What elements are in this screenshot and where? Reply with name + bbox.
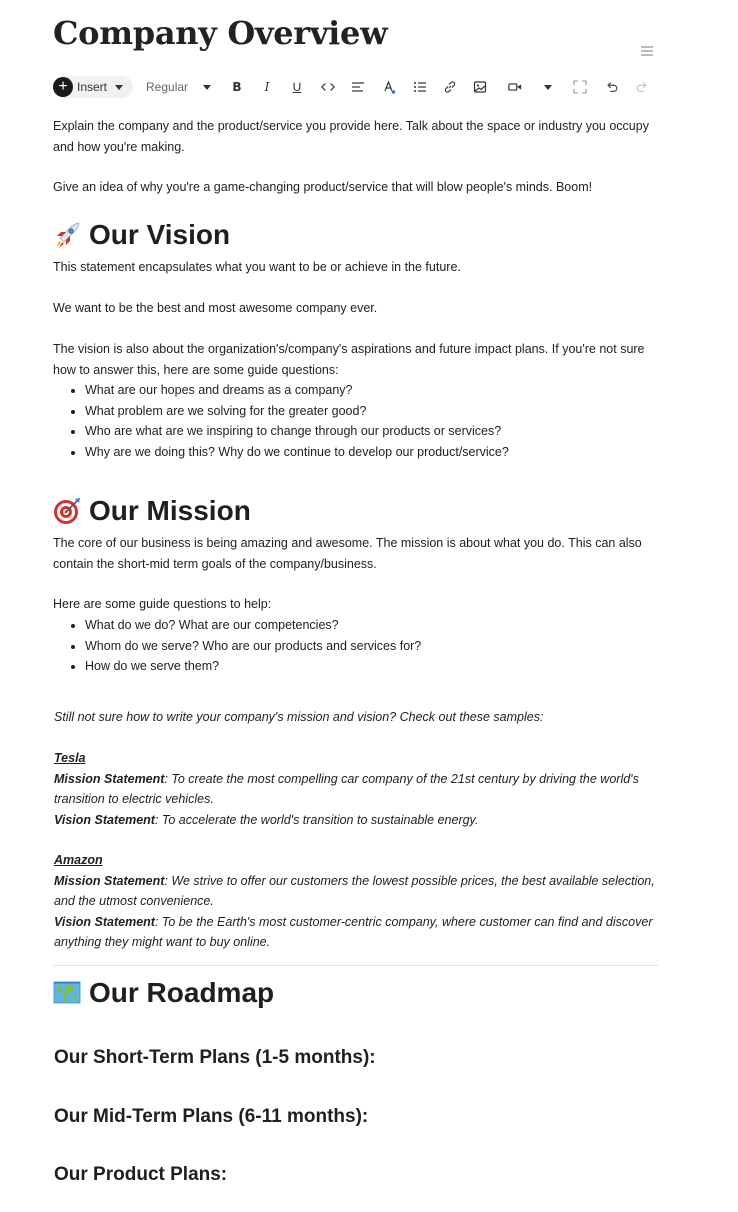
vision-label: Vision Statement	[54, 914, 155, 929]
undo-icon	[605, 80, 619, 94]
mission-heading	[53, 493, 251, 529]
chevron-down-icon[interactable]	[202, 76, 212, 98]
editor-toolbar	[53, 76, 658, 98]
vision-paragraph: We want to be the best and most awesome company ever.	[53, 301, 378, 315]
vision-heading-text: Our Vision	[89, 219, 231, 250]
text-color-icon	[382, 80, 396, 94]
target-icon	[53, 497, 81, 525]
intro-paragraph: Give an idea of why you're a game-changing product/service that will blow people's minds. Boom!	[53, 180, 593, 194]
rocket-icon	[53, 221, 81, 249]
bullet-list-button[interactable]	[412, 76, 428, 98]
image-button[interactable]	[472, 76, 488, 98]
mission-heading-text: Our Mission	[89, 495, 251, 526]
mission-questions-list	[53, 615, 658, 677]
mission-label: Mission Statement	[54, 873, 165, 888]
expand-icon	[573, 80, 587, 94]
chevron-down-icon	[544, 85, 552, 90]
vision-heading	[53, 217, 230, 253]
roadmap-subheading: Our Mid-Term Plans (6-11 months):	[54, 1106, 369, 1127]
align-button[interactable]	[350, 76, 366, 98]
menu-icon[interactable]	[641, 46, 653, 58]
list-item: • How do we serve them?	[85, 656, 658, 677]
company-name: Amazon	[54, 853, 103, 867]
insert-button[interactable]	[53, 76, 133, 98]
text-color-button[interactable]	[382, 76, 396, 98]
redo-button[interactable]	[634, 76, 650, 98]
map-icon	[53, 979, 81, 1007]
vision-questions-list	[53, 380, 658, 462]
roadmap-heading-text: Our Roadmap	[89, 977, 275, 1008]
bold-button[interactable]: B	[232, 80, 242, 94]
vision-paragraph: The vision is also about the organization's/company's aspirations and future impact plans. If you're not sure how to answer this, here are some guide questions:	[53, 342, 645, 377]
more-options-button[interactable]	[543, 76, 553, 98]
vision-text: : To be the Earth's most customer-centric company, where customer can find and discover anything they might want to buy online.	[54, 914, 653, 949]
undo-button[interactable]	[604, 76, 620, 98]
vision-text: : To accelerate the world's transition to sustainable energy.	[154, 812, 479, 827]
list-item: • Why are we doing this? Why do we continue to develop our product/service?	[85, 442, 658, 463]
divider	[53, 965, 658, 966]
plus-icon: +	[53, 77, 73, 97]
sample-amazon	[54, 850, 659, 953]
mission-text: : We strive to offer our customers the lowest possible prices, the best available selection, and the utmost convenience.	[54, 873, 655, 908]
page-title: Company Overview	[53, 14, 388, 52]
chevron-down-icon	[115, 85, 123, 90]
intro-paragraph: Explain the company and the product/service you provide here. Talk about the space or industry you occupy and how you're making.	[53, 119, 649, 154]
underline-button[interactable]: U	[292, 80, 302, 94]
samples-intro: Still not sure how to write your company's mission and vision? Check out these samples:	[54, 710, 544, 724]
image-icon	[473, 80, 487, 94]
company-name: Tesla	[54, 751, 86, 765]
vision-paragraph: This statement encapsulates what you want to be or achieve in the future.	[53, 260, 461, 274]
mission-text: : To create the most compelling car company of the 21st century by driving the world's transition to electric vehicles.	[54, 771, 639, 806]
list-item: • Who are what are we inspiring to change through our products or services?	[85, 421, 658, 442]
roadmap-subheading: Our Short-Term Plans (1-5 months):	[54, 1047, 376, 1068]
fullscreen-button[interactable]	[573, 76, 587, 98]
list-item: • Whom do we serve? Who are our products and services for?	[85, 636, 658, 657]
roadmap-heading	[53, 975, 274, 1011]
text-style-select[interactable]: Regular	[146, 80, 189, 94]
link-button[interactable]	[442, 76, 458, 98]
sample-tesla	[54, 748, 659, 830]
align-left-icon	[351, 80, 365, 94]
insert-label: Insert	[77, 80, 108, 94]
mission-label: Mission Statement	[54, 771, 165, 786]
list-item: • What do we do? What are our competencies?	[85, 615, 658, 636]
code-icon	[321, 80, 335, 94]
italic-button[interactable]: I	[264, 80, 270, 94]
mission-paragraph: Here are some guide questions to help:	[53, 597, 272, 611]
link-icon	[443, 80, 457, 94]
list-item: • What are our hopes and dreams as a company?	[85, 380, 658, 401]
redo-icon	[635, 80, 649, 94]
mission-paragraph: The core of our business is being amazing and awesome. The mission is about what you do. This can also contain the short-mid term goals of the company/business.	[53, 536, 642, 571]
video-button[interactable]	[506, 76, 524, 98]
roadmap-subheading: Our Product Plans:	[54, 1164, 228, 1185]
code-button[interactable]	[319, 76, 337, 98]
list-icon	[413, 80, 427, 94]
vision-label: Vision Statement	[54, 812, 155, 827]
video-icon	[508, 80, 522, 94]
list-item: • What problem are we solving for the greater good?	[85, 401, 658, 422]
